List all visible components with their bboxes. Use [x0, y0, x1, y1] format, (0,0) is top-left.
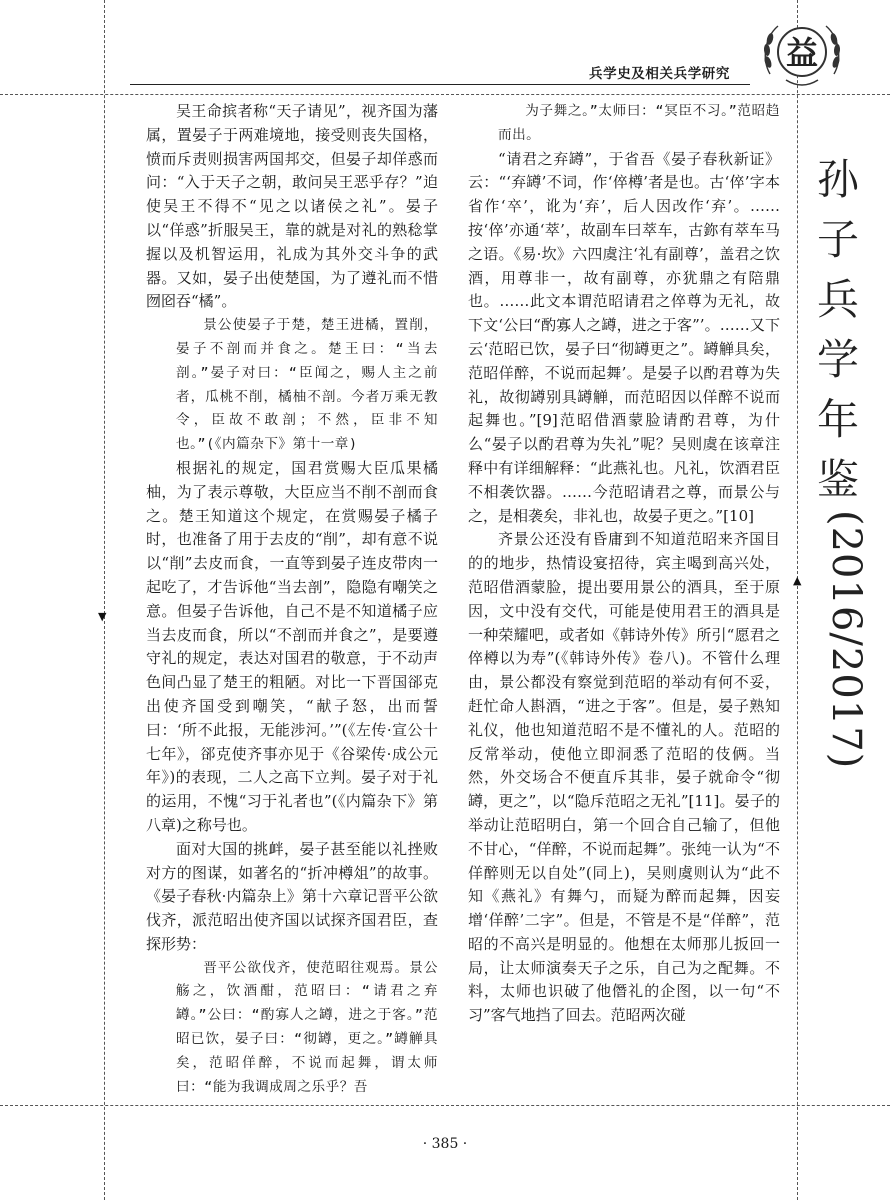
side-title-char: 年: [816, 395, 859, 444]
section-title: 兵学史及相关兵学研究: [589, 66, 730, 82]
left-guide-line: [104, 0, 105, 1200]
side-title-char: 子: [816, 215, 859, 264]
right-text-column: [468, 100, 780, 1028]
paragraph: 面对大国的挑衅，晏子甚至能以礼挫败对方的图谋，如著名的“折冲樽俎”的故事。《晏子春秋·内篇杂上》第十六章记晋平公欲伐齐，派范昭出使齐国以试探齐国君臣，查探形势：: [146, 839, 438, 953]
side-title-years: (2016/2017): [823, 510, 869, 770]
page-number: · 385 ·: [422, 1136, 468, 1152]
header-rule: [130, 84, 750, 85]
side-title-char: 孙: [816, 155, 859, 204]
side-title-char: 鉴: [816, 455, 859, 504]
bottom-guide-line: [0, 1105, 890, 1106]
left-arrow-marker: ▼: [98, 610, 107, 623]
right-guide-line: [797, 0, 798, 1200]
quotation-block: 为子舞之。”太师曰：“冥臣不习。”范昭趋而出。: [498, 103, 780, 143]
right-arrow-marker: ▲: [793, 574, 802, 587]
paragraph: 根据礼的规定，国君赏赐大臣瓜果橘柚，为了表示尊敬，大臣应当不削不剖而食之。楚王知道这个规定，在赏赐晏子橘子时，也准备了用于去皮的“削”，却有意不说以“削”去皮而食，一直等到晏子连皮带肉一起吃了，才告诉他“当去剖”，隐隐有嘲笑之意。但晏子告诉他，自己不是不知道橘子应当去皮而食，所以“不剖而并食之”，是要遵守礼的规定，表达对国君的敬意，于不动声色间凸显了楚王的粗陋。对比一下晋国郤克出使齐国受到嘲笑，“献子怒，出而誓曰：‘所不此报，无能涉河。’”(《左传·宣公十七年》，郤克使齐事亦见于《谷梁传·成公元年》)的表现，二人之高下立判。晏子对于礼的运用，不愧“习于礼者也”(《内篇杂下》第八章)之称号也。: [146, 458, 438, 834]
quotation-block: 景公使晏子于楚，楚王进橘，置削，晏子不剖而并食之。楚王曰：“当去剖。”晏子对曰：“臣闻之，赐人主之前者，瓜桃不削，橘柚不剖。今者万乘无教令，臣故不敢剖；不然，臣非不知也。”(《内篇杂下》第十一章): [176, 317, 438, 453]
logo-glyph: 益: [785, 34, 819, 72]
side-title-char: 兵: [816, 275, 859, 324]
yearbook-side-title: [812, 150, 869, 770]
paragraph: “请君之弃罇”，于省吾《晏子春秋新证》云：“‘弃罇’不词，作‘倅樽’者是也。古‘倅’字本省作‘卒’，讹为‘弃’，后人因改作‘弃’。……按‘倅’亦通‘萃’，故副车曰萃车，古鉨有萃车马之语。《易·坎》六四虞注‘礼有副尊’，盖君之饮酒，用尊非一，故有副尊，亦犹鼎之有陪鼎也。……此文本谓范昭请君之倅尊为无礼，故下文‘公曰“酌寡人之罇，进之于客”’。……又下云‘范昭已饮，晏子曰“彻罇更之”。罇觯具矣，范昭佯醉，不说而起舞’。是晏子以酌君尊为失礼，故彻罇别具罇觯，而范昭因以佯醉不说而起舞也。”[9]范昭借酒蒙脸请酌君尊，为什么“晏子以酌君尊为失礼”呢？吴则虞在该章注释中有详细解释：“此燕礼也。凡礼，饮酒君臣不相袭饮器。……今范昭请君之尊，而景公与之，是相袭矣，非礼也，故晏子更之。”[10]: [468, 149, 780, 525]
paragraph: 吴王命摈者称“天子请见”，视齐国为藩属，置晏子于两难境地，接受则丧失国格，愤而斥责则损害两国邦交，但晏子却佯惑而问：“入于天子之朝，敢问吴王恶乎存？”迫使吴王不得不“见之以诸侯之礼”。晏子以“佯惑”折服吴王，靠的就是对礼的熟稔掌握以及机智运用，礼成为其外交斗争的武器。又如，晏子出使楚国，为了遵礼而不惜囫囵吞“橘”。: [146, 102, 438, 311]
left-text-column: [146, 100, 438, 1099]
side-title-char: 学: [816, 335, 859, 384]
paragraph: 齐景公还没有昏庸到不知道范昭来齐国目的的地步，热情设宴招待，宾主喝到高兴处，范昭借酒蒙脸，提出要用景公的酒具，至于原因，文中没有交代，可能是使用君王的酒具是一种荣耀吧，或者如《韩诗外传》所引“愿君之倅樽以为寿”(《韩诗外传》卷八)。不管什么理由，景公都没有察觉到范昭的举动有何不妥，赶忙命人斟酒，“进之于客”。但是，晏子熟知礼仪，他也知道范昭不是不懂礼的人。范昭的反常举动，使他立即洞悉了范昭的伎俩。当然，外交场合不便直斥其非，晏子就命令“彻罇，更之”，以“隐斥范昭之无礼”[11]。晏子的举动让范昭明白，第一个回合自己输了，但他不甘心，“佯醉，不说而起舞”。张纯一认为“不佯醉则无以自处”(同上)，吴则虞则认为“此不知《燕礼》有舞勺，而疑为醉而起舞，因妄增‘佯醉’二字”。但是，不管是不是“佯醉”，范昭的不高兴是明显的。他想在太师那儿扳回一局，让太师演奏天子之乐，自己为之配舞。不料，太师也识破了他僭礼的企图，以一句“不习”客气地挡了回去。范昭两次碰: [468, 530, 780, 1025]
top-guide-line: [0, 94, 890, 95]
yearbook-logo-icon: [756, 14, 848, 94]
quotation-block: 晋平公欲伐齐，使范昭往观焉。景公觞之，饮酒酣，范昭曰：“请君之弃罇。”公曰：“酌寡人之罇，进之于客。”范昭已饮，晏子曰：“彻罇，更之。”罇觯具矣，范昭佯醉，不说而起舞，谓太师曰：“能为我调成周之乐乎？吾: [176, 959, 438, 1095]
